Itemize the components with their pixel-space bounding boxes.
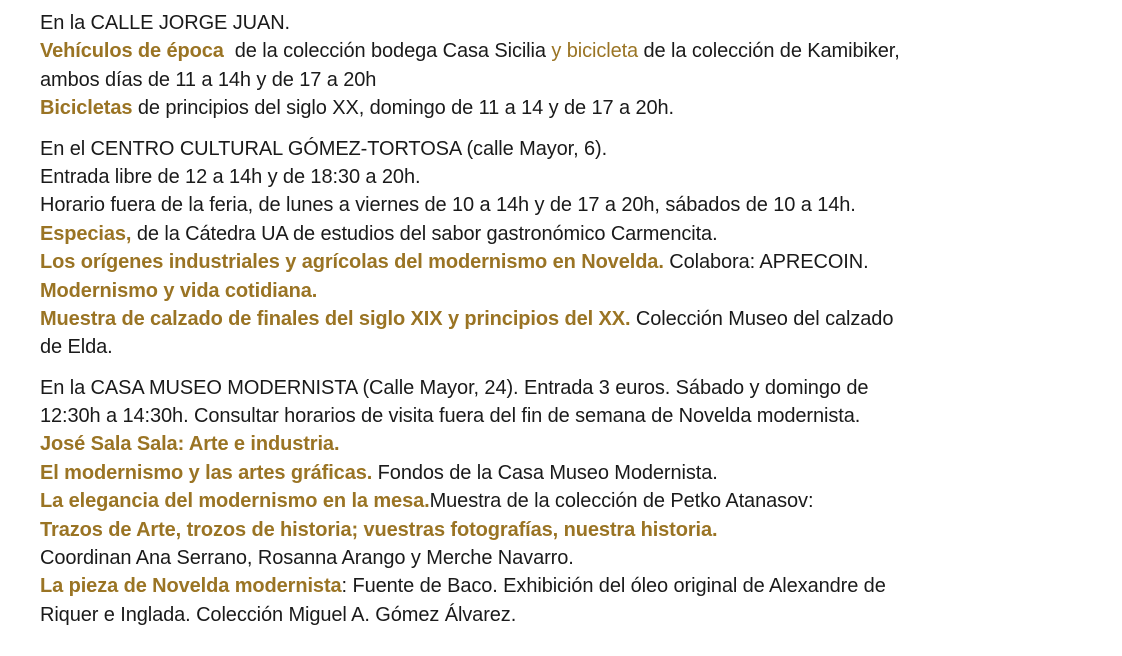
exhibition-title: Trazos de Arte, trozos de historia; vuestras fotografías, nuestra historia. [40,518,718,541]
text-segment: ambos días de 11 a 14h y de 17 a 20h [40,68,377,91]
text-line [40,430,1110,458]
exhibition-title: Los orígenes industriales y agrícolas del modernismo en Novelda. [40,251,664,274]
text-line [40,601,1110,629]
exhibition-title: El modernismo y las artes gráficas. [40,461,373,484]
text-segment: Fondos de la Casa Museo Modernista. [372,461,718,484]
venue-section [40,374,1110,630]
text-line [40,459,1110,487]
text-segment: En la CALLE JORGE JUAN. [40,12,291,34]
text-line [40,191,1110,219]
text-segment: de Elda. [40,336,113,359]
exhibition-title: Muestra de calzado de finales del siglo XIX y principios del XX. [40,307,631,330]
text-segment: 12:30h a 14:30h. Consultar horarios de visita fuera del fin de semana de Novelda modernista. [40,405,861,428]
text-segment: Riquer e Inglada. Colección Miguel A. Gómez Álvarez. [40,603,517,626]
section-spacer [40,362,1110,374]
text-line [40,333,1110,361]
text-line [40,402,1110,430]
text-line [40,374,1110,402]
text-line [40,135,1110,163]
text-line [40,487,1110,515]
text-line [40,66,1110,94]
text-segment: Colabora: APRECOIN. [663,251,869,274]
exhibition-title: Modernismo y vida cotidiana. [40,279,318,302]
section-spacer [40,123,1110,135]
text-segment: En el CENTRO CULTURAL GÓMEZ-TORTOSA (calle Mayor, 6). [40,137,608,160]
text-segment: de la colección bodega Casa Sicilia [229,40,552,63]
exhibition-title: La elegancia del modernismo en la mesa. [40,490,430,513]
text-line [40,220,1110,248]
text-line [40,37,1110,65]
text-segment: Muestra de la colección de Petko Atanasov: [429,490,814,513]
text-line [40,544,1110,572]
text-line [40,305,1110,333]
text-segment: Entrada libre de 12 a 14h y de 18:30 a 20h. [40,165,421,188]
text-segment: Horario fuera de la feria, de lunes a viernes de 10 a 14h y de 17 a 20h, sábados de 10 a 14h. [40,194,856,217]
text-segment: de principios del siglo XX, domingo de 11 a 14 y de 17 a 20h. [132,97,674,120]
text-line [40,94,1110,122]
text-segment: : Fuente de Baco. Exhibición del óleo original de Alexandre de [341,575,886,598]
exhibition-title: Vehículos de época [40,40,230,63]
text-line [40,277,1110,305]
text-line [40,516,1110,544]
event-program-text [40,9,1110,629]
exhibition-title: La pieza de Novelda modernista [40,575,342,598]
text-segment: Colección Museo del calzado [630,307,894,330]
text-line [40,248,1110,276]
text-segment: Coordinan Ana Serrano, Rosanna Arango y Merche Navarro. [40,547,574,570]
text-segment: de la colección de Kamibiker, [638,40,900,63]
exhibition-title: José Sala Sala: Arte e industria. [40,433,340,456]
text-line [40,572,1110,600]
text-segment: En la CASA MUSEO MODERNISTA (Calle Mayor, 24). Entrada 3 euros. Sábado y domingo de [40,376,869,399]
text-line [40,9,1110,37]
exhibition-title: Especias, [40,222,132,245]
venue-section [40,9,1110,123]
text-line [40,163,1110,191]
text-segment: de la Cátedra UA de estudios del sabor gastronómico Carmencita. [131,222,718,245]
exhibition-title: y bicicleta [551,40,639,63]
venue-section [40,135,1110,362]
exhibition-title: Bicicletas [40,97,133,120]
